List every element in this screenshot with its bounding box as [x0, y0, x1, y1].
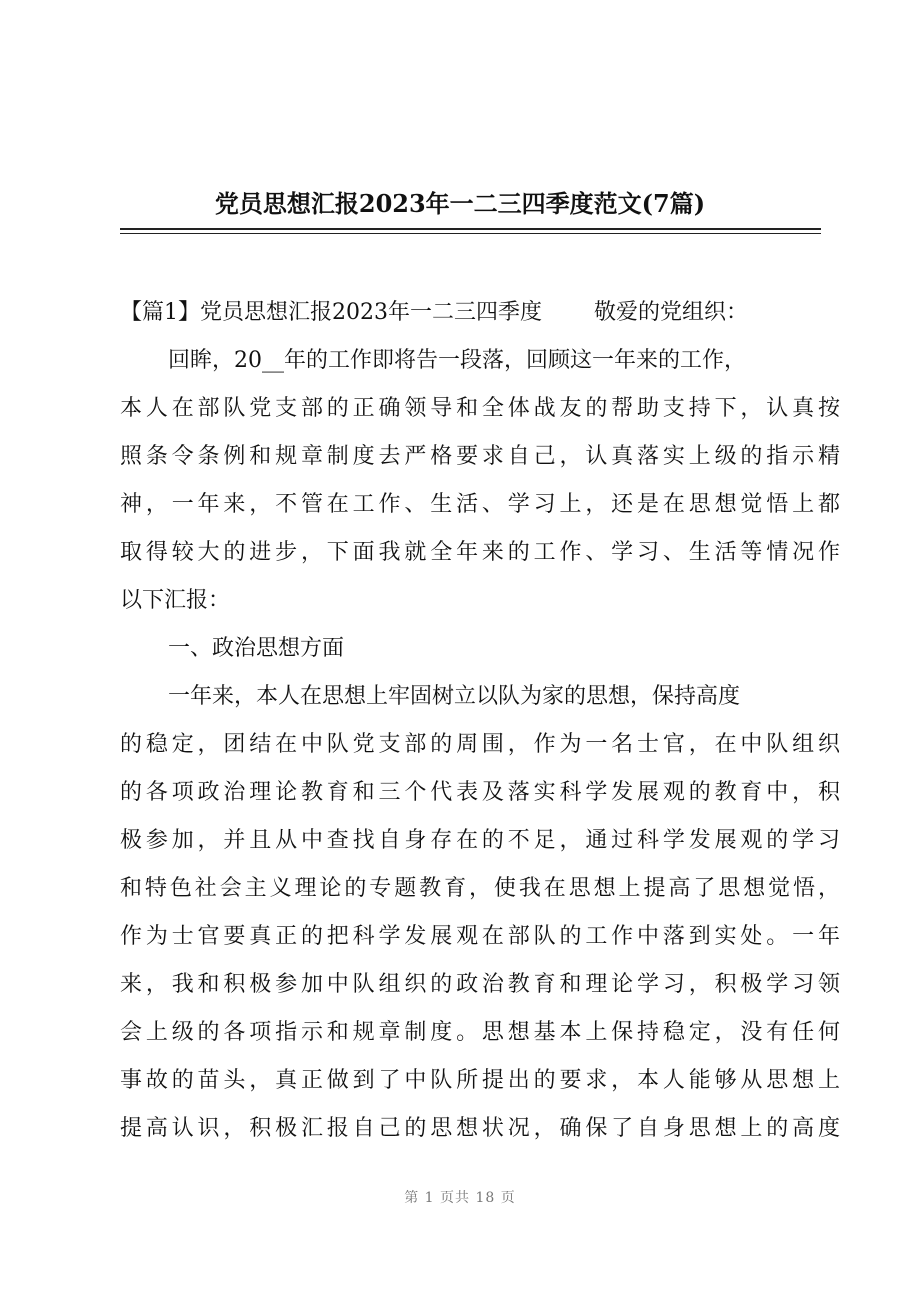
paragraph-line: 以下汇报：	[120, 588, 231, 613]
paragraph-line: 的稳定，团结在中队党支部的周围，作为一名士官，在中队组织	[120, 732, 840, 757]
title-rule-thick	[120, 228, 821, 230]
paragraph-line: 回眸，20__年的工作即将告一段落，回顾这一年来的工作，	[168, 348, 746, 373]
page-number-footer: 第 1 页共 18 页	[404, 1190, 516, 1206]
paragraph-line: 极参加，并且从中查找自身存在的不足，通过科学发展观的学习	[120, 828, 840, 853]
paragraph-line: 取得较大的进步，下面我就全年来的工作、学习、生活等情况作	[120, 540, 840, 565]
subsection-heading: 一、政治思想方面	[168, 636, 345, 661]
paragraph-line: 照条令条例和规章制度去严格要求自己，认真落实上级的指示精	[120, 444, 840, 469]
paragraph-line: 会上级的各项指示和规章制度。思想基本上保持稳定，没有任何	[120, 1020, 840, 1045]
paragraph-line: 作为士官要真正的把科学发展观在部队的工作中落到实处。一年	[120, 924, 840, 949]
salutation: 敬爱的党组织：	[594, 300, 749, 325]
paragraph-line: 和特色社会主义理论的专题教育，使我在思想上提高了思想觉悟，	[120, 876, 840, 901]
paragraph-line: 来，我和积极参加中队组织的政治教育和理论学习，积极学习领	[120, 972, 840, 997]
document-title: 党员思想汇报2023年一二三四季度范文(7篇)	[214, 189, 706, 218]
paragraph-line: 本人在部队党支部的正确领导和全体战友的帮助支持下，认真按	[120, 396, 840, 421]
document-body	[120, 292, 840, 1156]
section-heading: 【篇1】党员思想汇报2023年一二三四季度	[120, 300, 542, 325]
paragraph-line: 事故的苗头，真正做到了中队所提出的要求，本人能够从思想上	[120, 1068, 840, 1093]
paragraph-line: 一年来，本人在思想上牢固树立以队为家的思想，保持高度	[168, 684, 741, 709]
paragraph-line: 提高认识，积极汇报自己的思想状况，确保了自身思想上的高度	[120, 1116, 840, 1141]
title-rule-thin	[120, 233, 821, 234]
paragraph-line: 神，一年来，不管在工作、生活、学习上，还是在思想觉悟上都	[120, 492, 840, 517]
section-heading-line	[120, 292, 840, 340]
paragraph-line: 的各项政治理论教育和三个代表及落实科学发展观的教育中，积	[120, 780, 840, 805]
